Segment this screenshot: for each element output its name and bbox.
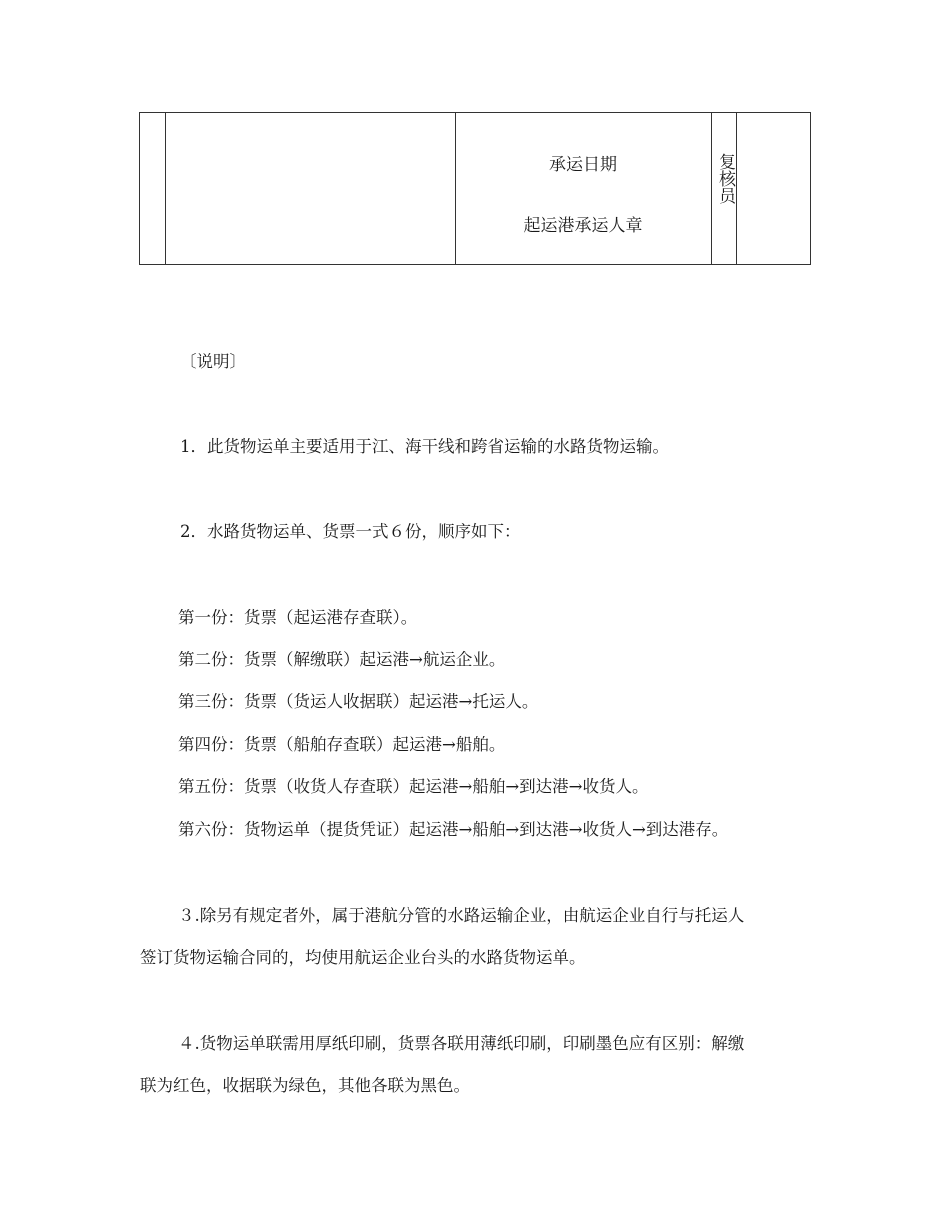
note-item-3-line-1: ３.除另有规定者外，属于港航分管的水路运输企业，由航运企业自行与托运人 [178, 906, 745, 925]
table-divider [165, 113, 166, 264]
note-item-3-line-2: 签订货物运输合同的，均使用航运企业台头的水路货物运单。 [140, 948, 586, 967]
notes-heading: 〔说明〕 [180, 352, 246, 371]
copy-list-item: 第五份：货票（收货人存查联）起运港→船舶→到达港→收货人。 [178, 777, 649, 796]
copy-list-item: 第六份：货物运单（提货凭证）起运港→船舶→到达港→收货人→到达港存。 [178, 820, 729, 839]
table-divider [736, 113, 737, 264]
copy-list-item: 第三份：货票（货运人收据联）起运港→托运人。 [178, 692, 539, 711]
waybill-form-table [139, 112, 811, 265]
departure-port-seal-label: 起运港承运人章 [523, 216, 643, 236]
copy-list-item: 第四份：货票（船舶存查联）起运港→船舶。 [178, 735, 506, 754]
note-item-2: 2．水路货物运单、货票一式６份，顺序如下： [180, 522, 521, 541]
note-item-1: 1．此货物运单主要适用于江、海干线和跨省运输的水路货物运输。 [180, 437, 669, 456]
reviewer-label: 复核员 [715, 153, 735, 204]
table-divider [455, 113, 456, 264]
note-item-4-line-2: 联为红色，收据联为绿色，其他各联为黑色。 [140, 1076, 470, 1095]
copy-list-item: 第二份：货票（解缴联）起运港→航运企业。 [178, 650, 506, 669]
carriage-date-label: 承运日期 [549, 155, 617, 175]
copy-list-item: 第一份：货票（起运港存查联）。 [178, 608, 418, 627]
note-item-4-line-1: ４.货物运单联需用厚纸印刷，货票各联用薄纸印刷，印刷墨色应有区别：解缴 [178, 1034, 745, 1053]
